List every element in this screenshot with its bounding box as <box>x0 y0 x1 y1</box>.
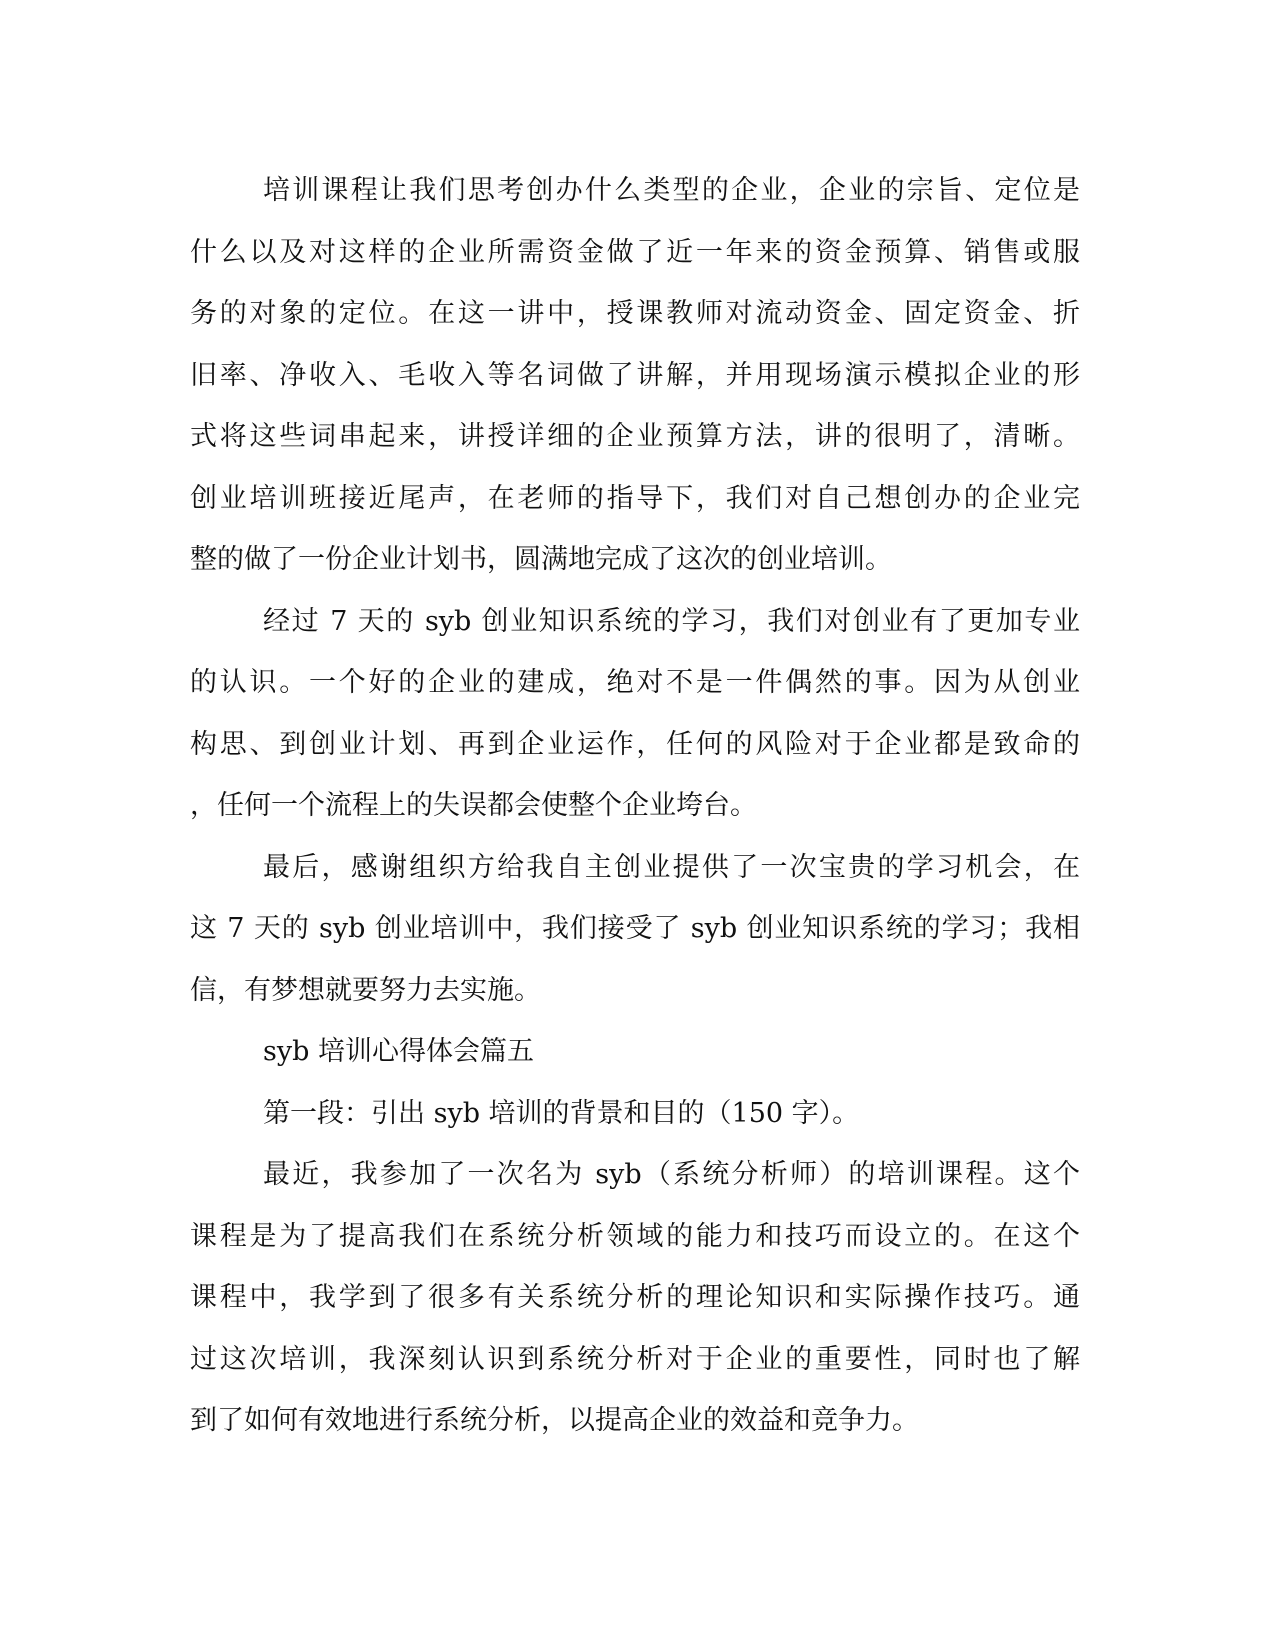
text-line: 这 7 天的 syb 创业培训中，我们接受了 syb 创业知识系统的学习；我相 <box>190 913 1080 944</box>
text-line: 创业培训班接近尾声，在老师的指导下，我们对自己想创办的企业完 <box>190 482 1080 514</box>
text-line: 经过 7 天的 syb 创业知识系统的学习，我们对创业有了更加专业 <box>263 605 1080 637</box>
text-line: 务的对象的定位。在这一讲中，授课教师对流动资金、固定资金、折 <box>190 298 1080 329</box>
text-line: 什么以及对这样的企业所需资金做了近一年来的资金预算、销售或服 <box>190 236 1080 268</box>
text-line: 信，有梦想就要努力去实施。 <box>190 974 541 1006</box>
text-line: 课程中，我学到了很多有关系统分析的理论知识和实际操作技巧。通 <box>190 1282 1080 1313</box>
text-line: 最近，我参加了一次名为 syb（系统分析师）的培训课程。这个 <box>263 1159 1080 1190</box>
text-line: ，任何一个流程上的失误都会使整个企业垮台。 <box>190 790 757 821</box>
text-line: 的认识。一个好的企业的建成，绝对不是一件偶然的事。因为从创业 <box>190 667 1080 698</box>
text-line: 培训课程让我们思考创办什么类型的企业，企业的宗旨、定位是 <box>263 175 1080 206</box>
text-line: 式将这些词串起来，讲授详细的企业预算方法，讲的很明了，清晰。 <box>190 421 1080 452</box>
section-heading: syb 培训心得体会篇五 <box>263 1036 534 1067</box>
text-line: 最后，感谢组织方给我自主创业提供了一次宝贵的学习机会，在 <box>263 851 1080 883</box>
text-line: 整的做了一份企业计划书，圆满地完成了这次的创业培训。 <box>190 544 892 575</box>
document-body <box>190 160 1080 1452</box>
text-line: 课程是为了提高我们在系统分析领域的能力和技巧而设立的。在这个 <box>190 1220 1080 1252</box>
text-line: 构思、到创业计划、再到企业运作，任何的风险对于企业都是致命的 <box>190 728 1080 760</box>
text-line: 过这次培训，我深刻认识到系统分析对于企业的重要性，同时也了解 <box>190 1343 1080 1375</box>
subheading: 第一段：引出 syb 培训的背景和目的（150 字）。 <box>263 1097 860 1129</box>
text-line: 旧率、净收入、毛收入等名词做了讲解，并用现场演示模拟企业的形 <box>190 359 1080 391</box>
text-line: 到了如何有效地进行系统分析，以提高企业的效益和竞争力。 <box>190 1405 919 1436</box>
